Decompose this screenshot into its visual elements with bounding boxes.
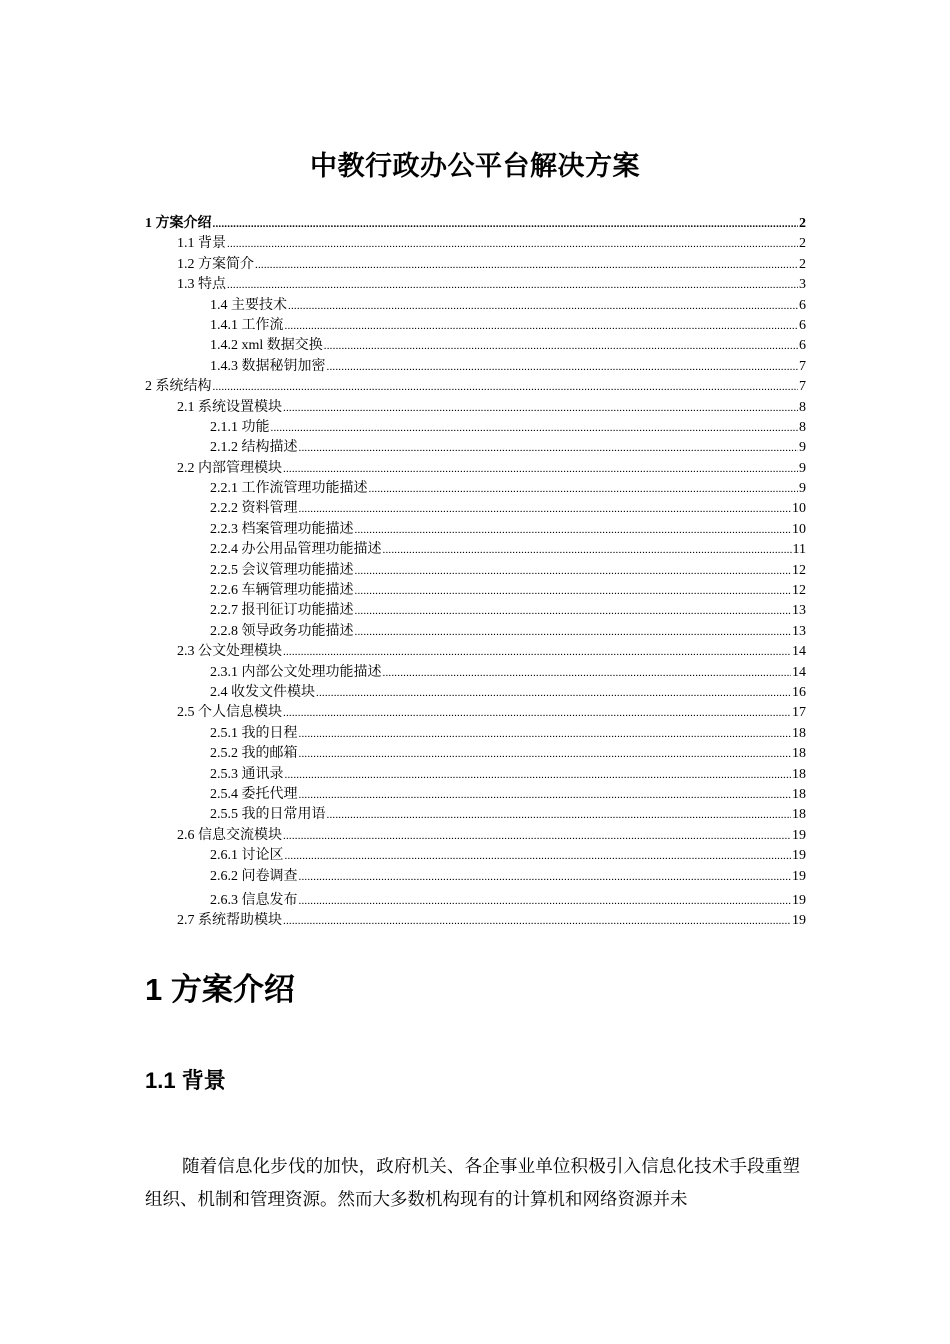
toc-entry-label: 2.2.2 资料管理 — [210, 501, 298, 517]
toc-entry-page: 14 — [792, 664, 806, 680]
toc-entry-label: 2 系统结构 — [145, 379, 212, 395]
toc-dot-leader — [355, 561, 792, 581]
toc-dot-leader — [283, 459, 798, 479]
toc-entry[interactable] — [145, 642, 806, 662]
toc-dot-leader — [283, 911, 791, 931]
table-of-contents — [145, 214, 806, 932]
toc-entry-page: 9 — [799, 460, 806, 476]
toc-entry[interactable] — [145, 296, 806, 316]
toc-dot-leader — [285, 316, 799, 336]
toc-entry-label: 2.3.1 内部公文处理功能描述 — [210, 664, 382, 680]
toc-entry[interactable] — [145, 826, 806, 846]
toc-dot-leader — [213, 377, 799, 397]
toc-entry[interactable] — [145, 275, 806, 295]
toc-entry-page: 19 — [792, 913, 806, 929]
toc-dot-leader — [299, 744, 792, 764]
toc-dot-leader — [355, 601, 792, 621]
toc-entry-label: 2.1 系统设置模块 — [177, 399, 282, 415]
toc-entry-label: 2.2 内部管理模块 — [177, 460, 282, 476]
toc-entry[interactable] — [145, 398, 806, 418]
toc-entry[interactable] — [145, 867, 806, 887]
toc-entry[interactable] — [145, 622, 806, 642]
toc-dot-leader — [383, 663, 792, 683]
toc-entry-label: 2.6.1 讨论区 — [210, 848, 284, 864]
toc-entry[interactable] — [145, 234, 806, 254]
subsection-heading: 1.1 背景 — [145, 1068, 226, 1093]
toc-entry-label: 2.2.5 会议管理功能描述 — [210, 562, 354, 578]
toc-entry-page: 11 — [792, 542, 806, 558]
toc-entry-page: 12 — [792, 562, 806, 578]
toc-entry-page: 18 — [792, 766, 806, 782]
toc-entry[interactable] — [145, 703, 806, 723]
toc-dot-leader — [316, 683, 791, 703]
toc-dot-leader — [283, 703, 791, 723]
toc-entry[interactable] — [145, 479, 806, 499]
toc-entry[interactable] — [145, 724, 806, 744]
toc-entry-page: 18 — [792, 786, 806, 802]
toc-entry-page: 6 — [799, 297, 806, 313]
toc-entry-label: 1.4.1 工作流 — [210, 317, 284, 333]
toc-entry-page: 7 — [799, 358, 806, 374]
toc-entry[interactable] — [145, 316, 806, 336]
toc-entry[interactable] — [145, 255, 806, 275]
toc-entry-label: 1.2 方案简介 — [177, 256, 254, 272]
toc-entry-page: 19 — [792, 868, 806, 884]
toc-entry-label: 1.1 背景 — [177, 236, 226, 252]
toc-entry[interactable] — [145, 663, 806, 683]
toc-entry[interactable] — [145, 357, 806, 377]
toc-entry[interactable] — [145, 336, 806, 356]
toc-entry-page: 8 — [799, 419, 806, 435]
toc-entry-label: 2.6.3 信息发布 — [210, 892, 298, 908]
toc-entry-label: 2.5.4 委托代理 — [210, 786, 298, 802]
toc-dot-leader — [299, 891, 792, 911]
toc-entry[interactable] — [145, 911, 806, 931]
toc-entry-page: 9 — [799, 481, 806, 497]
toc-entry[interactable] — [145, 805, 806, 825]
toc-entry-page: 17 — [792, 705, 806, 721]
toc-entry-page: 19 — [792, 892, 806, 908]
toc-dot-leader — [299, 499, 792, 519]
document-title: 中教行政办公平台解决方案 — [310, 151, 640, 181]
toc-entry-label: 2.5.1 我的日程 — [210, 725, 298, 741]
toc-entry[interactable] — [145, 459, 806, 479]
toc-entry[interactable] — [145, 520, 806, 540]
toc-entry[interactable] — [145, 785, 806, 805]
toc-entry-label: 2.5 个人信息模块 — [177, 705, 282, 721]
toc-entry-page: 18 — [792, 725, 806, 741]
toc-entry-page: 7 — [799, 379, 806, 395]
toc-dot-leader — [355, 581, 792, 601]
toc-entry-label: 2.3 公文处理模块 — [177, 644, 282, 660]
toc-dot-leader — [299, 785, 792, 805]
toc-entry-page: 6 — [799, 317, 806, 333]
toc-entry[interactable] — [145, 765, 806, 785]
toc-entry[interactable] — [145, 891, 806, 911]
toc-dot-leader — [283, 826, 791, 846]
toc-dot-leader — [283, 642, 791, 662]
toc-entry-page: 10 — [792, 501, 806, 517]
toc-entry-page: 12 — [792, 583, 806, 599]
toc-entry-label: 2.2.1 工作流管理功能描述 — [210, 481, 368, 497]
body-paragraph: 随着信息化步伐的加快，政府机关、各企事业单位积极引入信息化技术手段重塑组织、机制和管理资源。然而大多数机构现有的计算机和网络资源并未 — [145, 1156, 800, 1209]
toc-dot-leader — [299, 438, 799, 458]
toc-entry[interactable] — [145, 561, 806, 581]
toc-entry-page: 13 — [792, 603, 806, 619]
toc-entry[interactable] — [145, 581, 806, 601]
toc-entry-page: 18 — [792, 746, 806, 762]
toc-entry-label: 1.4.3 数据秘钥加密 — [210, 358, 326, 374]
toc-entry-label: 2.2.7 报刊征订功能描述 — [210, 603, 354, 619]
toc-entry-page: 10 — [792, 521, 806, 537]
toc-entry-label: 2.2.8 领导政务功能描述 — [210, 623, 354, 639]
toc-dot-leader — [369, 479, 799, 499]
toc-entry[interactable] — [145, 683, 806, 703]
toc-entry-page: 18 — [792, 807, 806, 823]
toc-entry-page: 16 — [792, 684, 806, 700]
toc-entry-label: 2.7 系统帮助模块 — [177, 913, 282, 929]
toc-entry-label: 2.5.2 我的邮箱 — [210, 746, 298, 762]
toc-entry[interactable] — [145, 499, 806, 519]
toc-entry-page: 14 — [792, 644, 806, 660]
toc-entry-label: 2.5.3 通讯录 — [210, 766, 284, 782]
toc-entry-label: 2.5.5 我的日常用语 — [210, 807, 326, 823]
toc-entry-label: 2.1.2 结构描述 — [210, 440, 298, 456]
toc-entry[interactable] — [145, 846, 806, 866]
toc-entry-label: 2.6.2 问卷调查 — [210, 868, 298, 884]
toc-dot-leader — [227, 234, 798, 254]
toc-dot-leader — [327, 357, 799, 377]
toc-dot-leader — [299, 724, 792, 744]
toc-entry-page: 8 — [799, 399, 806, 415]
toc-dot-leader — [355, 520, 792, 540]
toc-entry-label: 2.2.6 车辆管理功能描述 — [210, 583, 354, 599]
toc-entry-page: 2 — [799, 256, 806, 272]
toc-entry[interactable] — [145, 601, 806, 621]
toc-entry-label: 1.4 主要技术 — [210, 297, 287, 313]
toc-entry-page: 13 — [792, 623, 806, 639]
toc-dot-leader — [271, 418, 799, 438]
toc-entry-page: 2 — [799, 236, 806, 252]
toc-entry[interactable] — [145, 418, 806, 438]
toc-entry-label: 2.4 收发文件模块 — [210, 684, 315, 700]
toc-dot-leader — [299, 867, 792, 887]
toc-entry-page: 19 — [792, 848, 806, 864]
toc-entry-label: 2.2.4 办公用品管理功能描述 — [210, 542, 382, 558]
toc-entry-label: 1 方案介绍 — [145, 216, 212, 231]
toc-entry[interactable] — [145, 540, 806, 560]
toc-dot-leader — [213, 214, 799, 234]
toc-entry-label: 2.6 信息交流模块 — [177, 827, 282, 843]
toc-entry[interactable] — [145, 744, 806, 764]
toc-entry-page: 9 — [799, 440, 806, 456]
toc-entry-label: 1.4.2 xml 数据交换 — [210, 338, 323, 354]
toc-entry-label: 2.2.3 档案管理功能描述 — [210, 521, 354, 537]
toc-dot-leader — [227, 275, 798, 295]
toc-entry[interactable] — [145, 377, 806, 397]
toc-dot-leader — [255, 255, 798, 275]
toc-entry-label: 2.1.1 功能 — [210, 419, 270, 435]
toc-dot-leader — [324, 336, 798, 356]
toc-entry-page: 6 — [799, 338, 806, 354]
toc-entry-page: 19 — [792, 827, 806, 843]
toc-dot-leader — [285, 765, 792, 785]
toc-dot-leader — [383, 540, 792, 560]
toc-entry-page: 3 — [799, 277, 806, 293]
toc-entry[interactable] — [145, 438, 806, 458]
toc-dot-leader — [283, 398, 798, 418]
toc-dot-leader — [285, 846, 792, 866]
toc-entry[interactable] — [145, 214, 806, 234]
toc-dot-leader — [327, 805, 792, 825]
toc-entry-label: 1.3 特点 — [177, 277, 226, 293]
toc-dot-leader — [288, 296, 798, 316]
toc-dot-leader — [355, 622, 792, 642]
section-heading: 1 方案介绍 — [145, 972, 295, 1007]
toc-entry-page: 2 — [799, 216, 806, 231]
